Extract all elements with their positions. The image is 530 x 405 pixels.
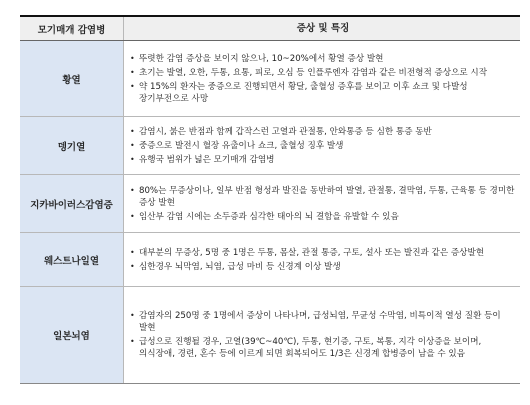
bullet-icon: •: [130, 261, 135, 271]
symptom-cell: [124, 117, 520, 174]
list-item: • 유행국 범위가 넓은 모기매개 감염병: [130, 154, 275, 165]
list-item: • 뚜렷한 감염 증상을 보이지 않으나, 10~20%에서 황열 증상 발현: [130, 53, 384, 64]
list-item: • 감염자의 250명 중 1명에서 증상이 나타나며, 급성뇌염, 무균성 수막염, 비특이적 열성 질환 등이 발현: [130, 311, 501, 333]
disease-name: 지카바이러스감염증: [20, 175, 124, 232]
list-item: • 약 15%의 환자는 중증으로 진행되면서 황달, 출혈성 증후를 보이고 이후 쇼크 및 다발성 장기부전으로 사망: [130, 81, 468, 104]
bullet-icon: •: [130, 126, 135, 136]
bullet-icon: •: [130, 211, 135, 221]
disease-table: [20, 15, 520, 384]
symptom-cell: [124, 233, 520, 286]
symptom-cell: [124, 41, 520, 116]
symptom-cell: [124, 287, 520, 383]
disease-name: 웨스트나일열: [20, 233, 124, 286]
list-item: • 중증으로 발전시 혈장 유출이나 쇼크, 출혈성 징후 발생: [130, 140, 344, 151]
bullet-icon: •: [130, 67, 135, 77]
bullet-icon: •: [130, 337, 135, 346]
list-item: • 대부분의 무증상, 5명 중 1명은 두통, 몸살, 관절 통증, 구토, 설사 또는 발진과 같은 증상발현: [130, 247, 485, 258]
disease-name: 황열: [20, 41, 124, 116]
list-item: • 감염시, 붉은 반점과 함께 갑작스런 고열과 관절통, 안와통증 등 심한 통증 동반: [130, 126, 432, 137]
table-row-japanese-encephalitis: [20, 287, 520, 383]
bullet-icon: •: [130, 140, 135, 150]
bullet-icon: •: [130, 53, 135, 63]
bullet-icon: •: [130, 81, 135, 91]
disease-name: 일본뇌염: [20, 287, 124, 383]
list-item: • 초기는 발열, 오한, 두통, 요통, 피로, 오심 등 인플루엔자 감염과 같은 비전형적 증상으로 시작: [130, 67, 488, 78]
list-item: • 심한경우 뇌막염, 뇌염, 급성 마비 등 신경계 이상 발생: [130, 261, 341, 272]
list-item: • 임산부 감염 시에는 소두증과 심각한 태아의 뇌 결함을 유발할 수 있음: [130, 211, 399, 222]
list-item: • 급성으로 진행될 경우, 고열(39℃~40℃), 두통, 현기증, 구토, 복통, 지각 이상증을 보이며, 의식장애, 경련, 혼수 등에 이르게 되면 회복되어도 1/3은 신경계 합병증이 남을 수 있음: [130, 337, 482, 359]
disease-name: 뎅기열: [20, 117, 124, 174]
bullet-icon: •: [130, 311, 135, 320]
bullet-icon: •: [130, 154, 135, 164]
table-row-west-nile: [20, 233, 520, 287]
table-row-yellow-fever: [20, 41, 520, 117]
table-header-row: [20, 17, 520, 41]
header-symptoms: 증상 및 특징: [296, 22, 350, 34]
bullet-icon: •: [130, 247, 135, 257]
header-disease: 모기매개 감염병: [20, 17, 124, 40]
symptom-cell: [124, 175, 520, 232]
bullet-icon: •: [130, 185, 135, 195]
list-item: • 80%는 무증상이나, 일부 반점 형성과 발진을 동반하여 발열, 관절통, 결막염, 두통, 근육통 등 경미한 증상 발현: [130, 185, 515, 208]
table-row-dengue: [20, 117, 520, 175]
table-row-zika: [20, 175, 520, 233]
